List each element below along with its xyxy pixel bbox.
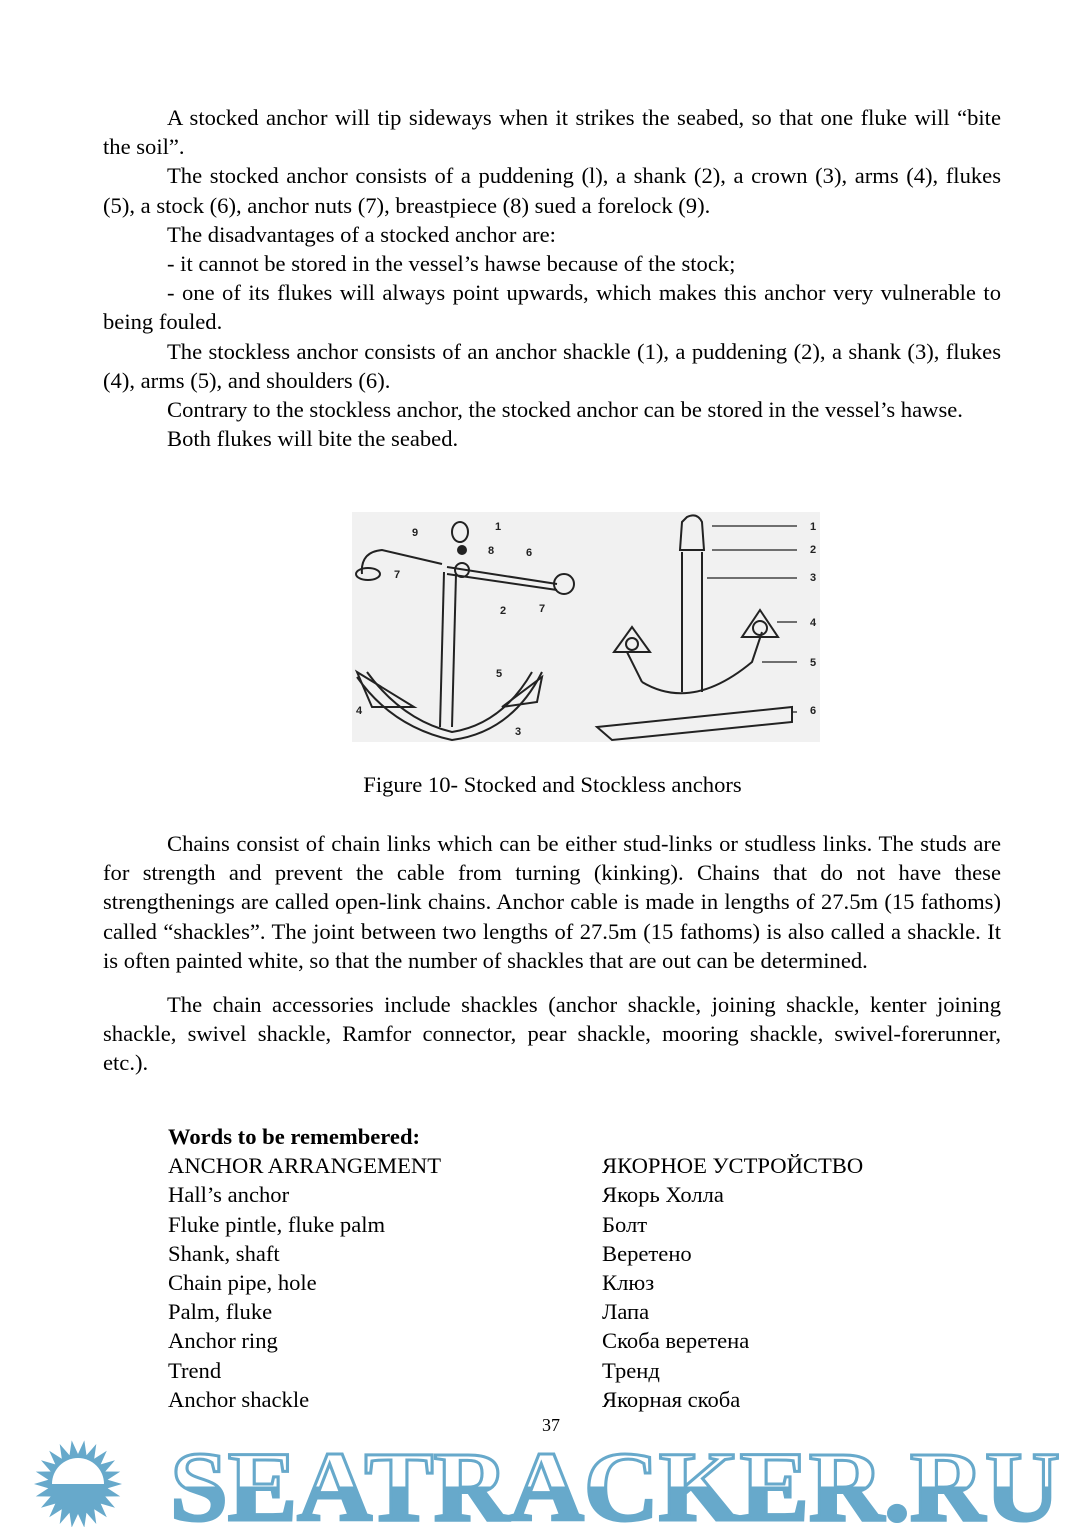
term-russian: Клюз (602, 1270, 655, 1296)
paragraph: Chains consist of chain links which can be either stud-links or studless links. The studs are for strength and prevent the cable from turning (kinking). Chains that do not have these strengthenings are called open-link chains. Anchor cable is made in lengths of 27.5m (15 fathoms) called “shackles”. The joint between two lengths of 27.5m (15 fathoms) is also called a shackle. It is often painted white, so that the number of shackles that are out can be determined. (103, 831, 1001, 973)
stocked-anchor-drawing (356, 522, 574, 740)
label: 1 (495, 521, 502, 533)
label: 3 (515, 726, 522, 738)
term-english: Trend (168, 1357, 222, 1383)
vocabulary-row (168, 1385, 863, 1414)
label: 5 (810, 657, 817, 669)
paragraph: Both flukes will bite the seabed. (167, 426, 459, 452)
term-russian: Якорь Холла (602, 1182, 724, 1208)
paragraph: - one of its flukes will always point upwards, which makes this anchor very vulnerable to being fouled. (103, 280, 1001, 335)
term-english: Chain pipe, hole (168, 1270, 317, 1296)
page-number: 37 (542, 1415, 560, 1435)
label: 7 (539, 603, 546, 615)
seatracker-watermark (0, 1438, 1080, 1527)
label: 9 (412, 527, 419, 539)
term-english: Hall’s anchor (168, 1182, 290, 1208)
label: 2 (810, 544, 817, 556)
label: 5 (496, 668, 503, 680)
vocabulary-row (168, 1180, 863, 1209)
label: 4 (810, 617, 817, 629)
term-russian: Болт (602, 1211, 648, 1237)
term-english: Anchor ring (168, 1328, 278, 1354)
label: 3 (810, 572, 817, 584)
paragraph: The stocked anchor consists of a puddening (l), a shank (2), a crown (3), arms (4), flukes (5), a stock (6), anchor nuts (7), breastpiece (8) sued a forelock (9). (103, 163, 1001, 218)
label: 4 (356, 705, 363, 717)
term-russian: Якорная скоба (602, 1386, 741, 1412)
vocabulary-row (168, 1356, 863, 1385)
watermark-text: SEATRACKER.RU (170, 1438, 1060, 1527)
term-english: ANCHOR ARRANGEMENT (168, 1153, 442, 1179)
vocabulary-row (168, 1151, 863, 1180)
vocabulary-row (168, 1239, 863, 1268)
vocabulary-row (168, 1326, 863, 1355)
figure-caption: Figure 10- Stocked and Stockless anchors (363, 772, 742, 797)
term-russian: Скоба веретена (602, 1328, 750, 1354)
paragraph: The stockless anchor consists of an anchor shackle (1), a puddening (2), a shank (3), flukes (4), arms (5), and shoulders (6). (103, 338, 1001, 393)
term-russian: ЯКОРНОЕ УСТРОЙСТВО (602, 1153, 864, 1179)
vocabulary-heading: Words to be remembered: (168, 1124, 421, 1149)
term-russian: Тренд (602, 1357, 660, 1383)
label: 7 (394, 569, 401, 581)
label: 1 (810, 521, 817, 533)
vocabulary-list (168, 1122, 863, 1414)
body-text-bottom (103, 829, 1001, 1078)
paragraph: - it cannot be stored in the vessel’s hawse because of the stock; (167, 251, 736, 277)
sun-logo-icon (34, 1440, 122, 1527)
term-english: Fluke pintle, fluke palm (168, 1211, 386, 1237)
vocabulary-row (168, 1268, 863, 1297)
term-russian: Веретено (602, 1240, 692, 1266)
paragraph: A stocked anchor will tip sideways when it strikes the seabed, so that one fluke will “bite the soil”. (103, 105, 1001, 160)
paragraph: The disadvantages of a stocked anchor are: (167, 221, 556, 247)
stockless-anchor-drawing (597, 515, 792, 740)
paragraph: The chain accessories include shackles (anchor shackle, joining shackle, kenter joining shackle, swivel shackle, Ramfor connector, pear shackle, mooring shackle, swivel-forerunner, etc.). (103, 992, 1001, 1076)
label: 8 (488, 545, 495, 557)
term-english: Anchor shackle (168, 1386, 310, 1412)
label: 6 (810, 705, 817, 717)
label: 6 (526, 547, 533, 559)
term-russian: Лапа (602, 1299, 650, 1325)
vocabulary-row (168, 1210, 863, 1239)
term-english: Palm, fluke (168, 1299, 273, 1325)
anchor-figure (352, 512, 820, 742)
label: 2 (500, 605, 507, 617)
paragraph: Contrary to the stockless anchor, the stocked anchor can be stored in the vessel’s hawse. (167, 397, 963, 423)
vocabulary-row (168, 1297, 863, 1326)
term-english: Shank, shaft (168, 1240, 280, 1266)
body-text-top (103, 103, 1001, 453)
